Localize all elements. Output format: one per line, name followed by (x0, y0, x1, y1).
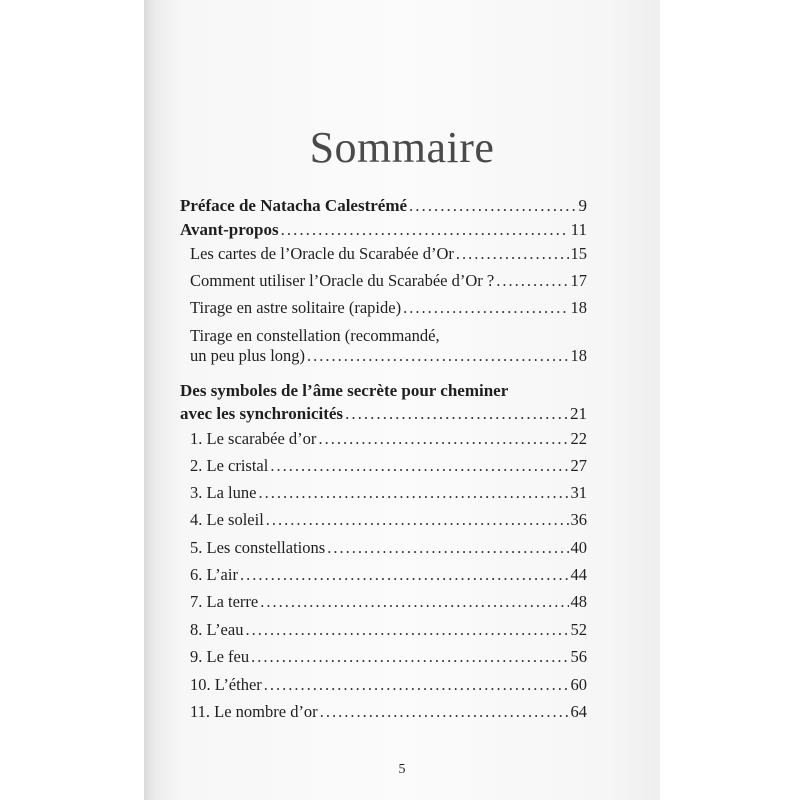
toc-label: Préface de Natacha Calestrémé (180, 196, 408, 215)
toc-chapter (190, 456, 587, 482)
toc-leader (270, 456, 568, 476)
toc-label: 5. Les constellations (190, 538, 326, 557)
toc-page: 31 (570, 483, 587, 502)
toc-leader (264, 675, 569, 695)
toc-label: 11. Le nombre d’or (190, 702, 318, 721)
toc-entry-tirage-const-line1: Tirage en constellation (recommandé, (190, 326, 440, 345)
toc-chapter (190, 483, 587, 509)
toc-leader (245, 620, 568, 640)
page-number: 5 (398, 762, 406, 777)
toc-leader (240, 565, 569, 585)
toc-leader (260, 592, 568, 612)
toc-page: 52 (570, 620, 587, 639)
toc-label: 4. Le soleil (190, 510, 264, 529)
toc-entry-cartes (190, 244, 587, 270)
toc-page: 15 (570, 244, 587, 263)
toc-page: 64 (570, 702, 587, 721)
toc-entry-comment (190, 271, 587, 297)
toc-leader (456, 244, 569, 264)
toc-label: 1. Le scarabée d’or (190, 429, 317, 448)
toc-label: 3. La lune (190, 483, 257, 502)
toc-label: 6. L’air (190, 565, 238, 584)
toc-page: 21 (570, 404, 587, 423)
toc-page: 18 (570, 298, 587, 317)
toc-chapter (190, 429, 587, 455)
toc-entry-symboles-line1: Des symboles de l’âme secrète pour cheminer (180, 381, 509, 400)
toc-leader (403, 298, 568, 318)
toc-entry-avant-propos (180, 220, 587, 246)
toc-page: 22 (570, 429, 587, 448)
toc-label: Avant-propos (180, 220, 279, 239)
toc-label: Comment utiliser l’Oracle du Scarabée d’Or ? (190, 271, 495, 290)
page-title: Sommaire (309, 123, 495, 172)
toc-page: 60 (570, 675, 587, 694)
toc-chapter (190, 675, 587, 701)
toc-leader (281, 220, 569, 240)
toc-chapter (190, 620, 587, 646)
toc-label: 10. L’éther (190, 675, 262, 694)
toc-label: Tirage en astre solitaire (rapide) (190, 298, 402, 317)
toc-chapter (190, 565, 587, 591)
toc-leader (409, 196, 576, 216)
toc-chapter (190, 592, 587, 618)
toc-entry-preface (180, 196, 587, 222)
toc-page: 9 (578, 196, 587, 215)
toc-label: un peu plus long) (190, 346, 306, 365)
toc-leader (307, 346, 568, 366)
toc-page: 27 (570, 456, 587, 475)
toc-label: 8. L’eau (190, 620, 244, 639)
toc-entry-symboles (180, 404, 587, 430)
toc-chapter (190, 538, 587, 564)
toc-chapter (190, 510, 587, 536)
toc-label: avec les synchronicités (180, 404, 344, 423)
toc-page: 17 (570, 271, 587, 290)
toc-leader (327, 538, 568, 558)
toc-page: 48 (570, 592, 587, 611)
toc-page: 40 (570, 538, 587, 557)
toc-leader (258, 483, 568, 503)
toc-page: 18 (570, 346, 587, 365)
toc-page: 56 (570, 647, 587, 666)
toc-leader (345, 404, 568, 424)
toc-entry-tirage-const (190, 346, 587, 372)
toc-page: 44 (570, 565, 587, 584)
toc-label: 7. La terre (190, 592, 259, 611)
toc-label: 2. Le cristal (190, 456, 269, 475)
toc-chapter (190, 702, 587, 728)
toc-label: Les cartes de l’Oracle du Scarabée d’Or (190, 244, 454, 263)
toc-chapter (190, 647, 587, 673)
toc-leader (496, 271, 568, 291)
toc-leader (266, 510, 569, 530)
toc-entry-tirage-astre (190, 298, 587, 324)
toc-page: 11 (570, 220, 587, 239)
toc-leader (320, 702, 569, 722)
toc-page: 36 (570, 510, 587, 529)
toc-leader (251, 647, 568, 667)
toc-label: 9. Le feu (190, 647, 250, 666)
book-page (144, 0, 660, 800)
toc-leader (318, 429, 568, 449)
